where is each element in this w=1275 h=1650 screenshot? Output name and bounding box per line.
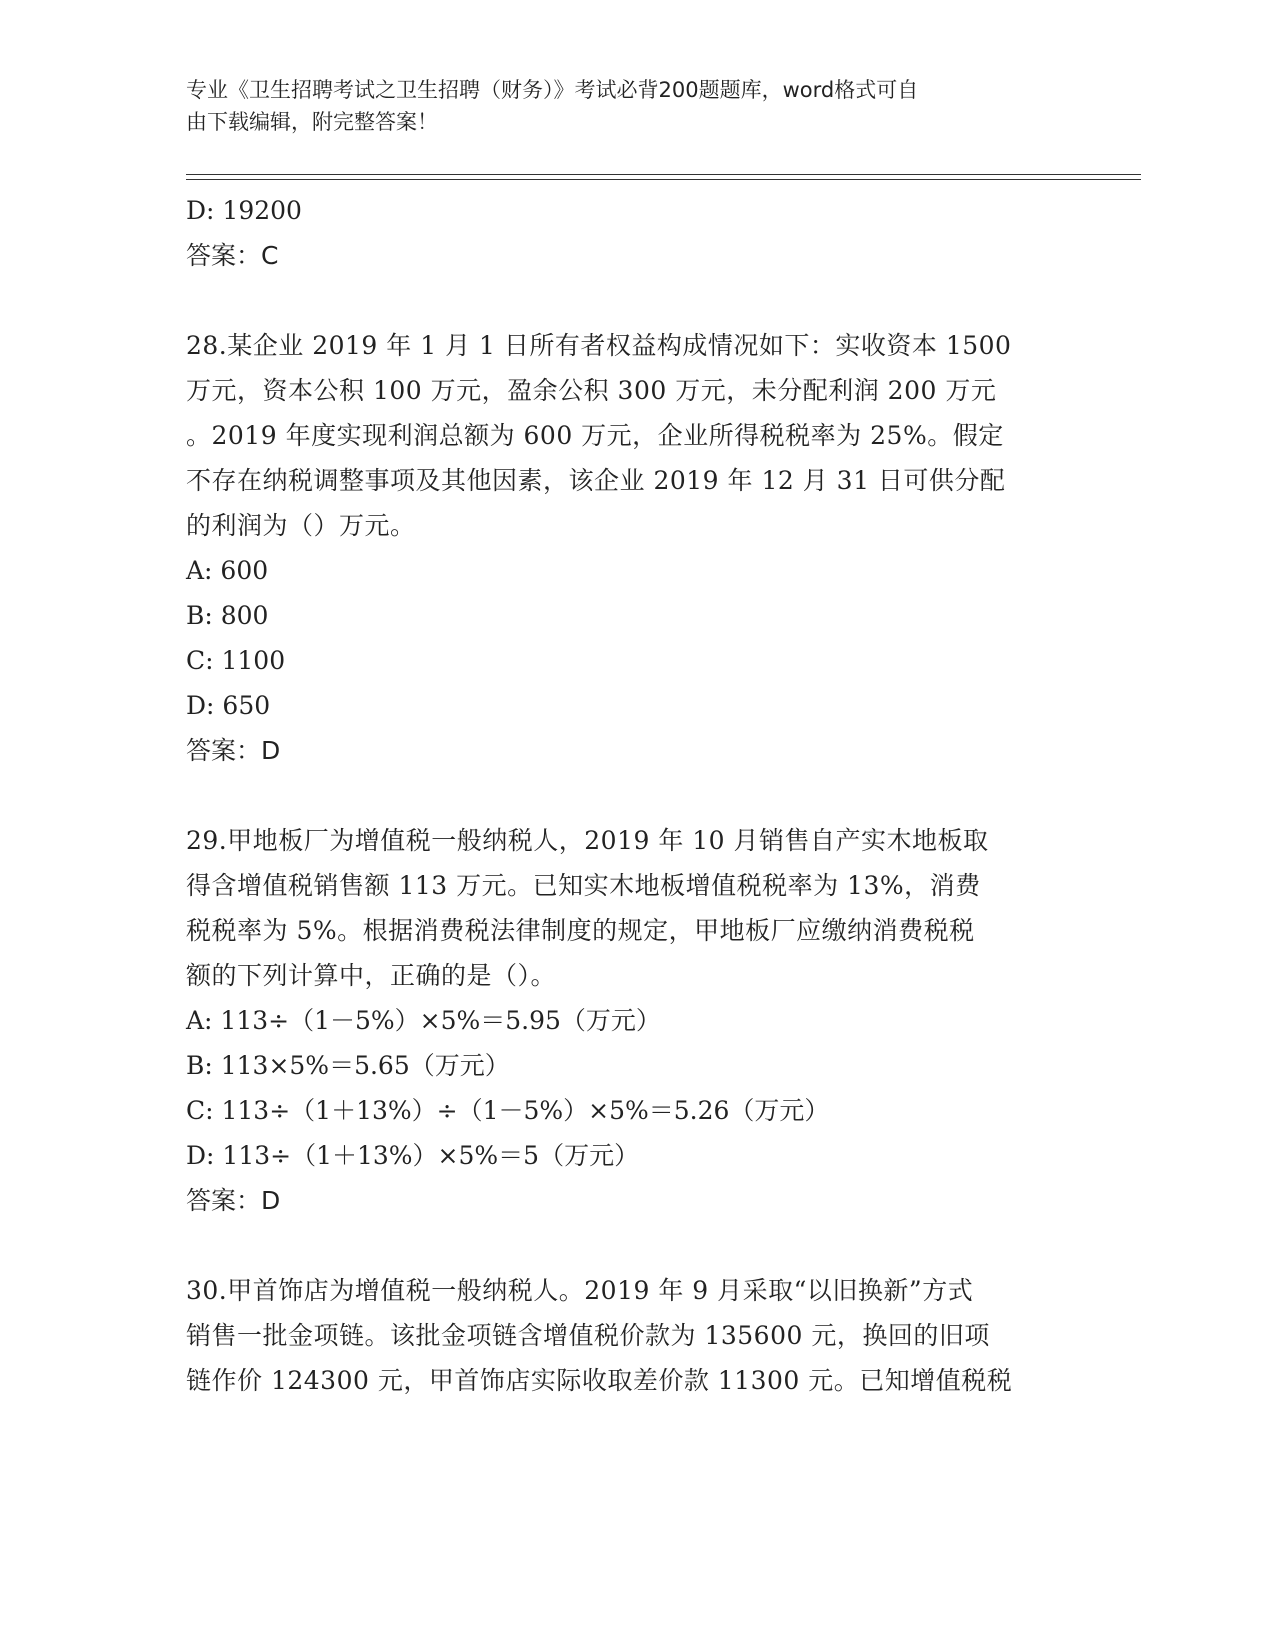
question-stem-line: 的利润为（）万元。: [186, 511, 416, 540]
question-29: [186, 818, 1066, 1223]
answer-line: 答案：C: [186, 241, 279, 270]
option-d: D: 113÷（1＋13%）×5%＝5（万元）: [186, 1141, 640, 1170]
header-divider: [186, 174, 1141, 175]
answer-line: 答案：D: [186, 736, 281, 765]
question-stem-line: 30.甲首饰店为增值税一般纳税人。2019 年 9 月采取“以旧换新”方式: [186, 1276, 974, 1305]
option-c: C: 1100: [186, 646, 286, 675]
question-stem-line: 链作价 124300 元，甲首饰店实际收取差价款 11300 元。已知增值税税: [186, 1366, 1013, 1395]
option-d: D: 650: [186, 691, 271, 720]
question-stem-line: 额的下列计算中，正确的是（）。: [186, 961, 557, 990]
option-b: B: 113×5%＝5.65（万元）: [186, 1051, 510, 1080]
question-stem-line: 不存在纳税调整事项及其他因素，该企业 2019 年 12 月 31 日可供分配: [186, 466, 1006, 495]
option-a: A: 600: [186, 556, 269, 585]
document-body: [186, 188, 1066, 1403]
question-stem-line: 29.甲地板厂为增值税一般纳税人，2019 年 10 月销售自产实木地板取: [186, 826, 989, 855]
question-stem-line: 。2019 年度实现利润总额为 600 万元，企业所得税税率为 25%。假定: [186, 421, 1004, 450]
question-stem-line: 万元，资本公积 100 万元，盈余公积 300 万元，未分配利润 200 万元: [186, 376, 997, 405]
question-28: [186, 323, 1066, 773]
question-stem-line: 销售一批金项链。该批金项链含增值税价款为 135600 元，换回的旧项: [186, 1321, 990, 1350]
header-line-2: 由下载编辑，附完整答案！: [186, 110, 438, 134]
question-stem-line: 税税率为 5%。根据消费税法律制度的规定，甲地板厂应缴纳消费税税: [186, 916, 975, 945]
option-d: D: 19200: [186, 196, 302, 225]
option-a: A: 113÷（1－5%）×5%＝5.95（万元）: [186, 1006, 661, 1035]
question-30: [186, 1268, 1066, 1403]
previous-question-tail: [186, 188, 1066, 278]
question-stem-line: 得含增值税销售额 113 万元。已知实木地板增值税税率为 13%，消费: [186, 871, 981, 900]
document-header: [186, 74, 1066, 138]
header-line-1: 专业《卫生招聘考试之卫生招聘（财务）》考试必背200题题库，word格式可自: [186, 78, 919, 102]
option-b: B: 800: [186, 601, 269, 630]
question-stem-line: 28.某企业 2019 年 1 月 1 日所有者权益构成情况如下：实收资本 1500: [186, 331, 1012, 360]
header-divider-thin: [186, 179, 1141, 180]
answer-line: 答案：D: [186, 1186, 281, 1215]
option-c: C: 113÷（1＋13%）÷（1－5%）×5%＝5.26（万元）: [186, 1096, 830, 1125]
